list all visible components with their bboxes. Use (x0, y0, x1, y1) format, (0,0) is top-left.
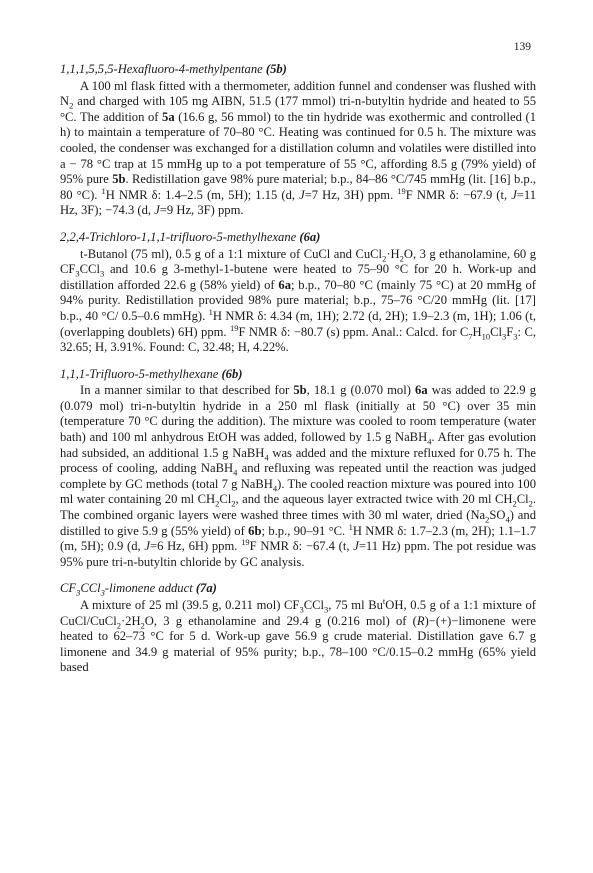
section-body: In a manner similar to that described for 5b, 18.1 g (0.070 mol) 6a was added to 22.9 g (0.079 mol) tri-n-butyltin hydride in a 250 ml flask (initially at 50 °C) over 35 min (temperature 70 °C during the addition). The mixture was cooled to room temperature (water bath) and 100 ml anhydrous EtOH was added, followed by 1.5 g NaBH$_4$. After gas evolution had subsided, an additional 1.5 g NaBH$_4$ was added and the mixture refluxed for 0.75 h. The process of cooling, adding NaBH$_4$ and refluxing was repeated until the reaction was judged complete by GC methods (total 7 g NaBH$_4$). The cooled reaction mixture was poured into 100 ml water containing 20 ml $CH_2Cl_2$, and the aqueous layer extracted twice with 20 ml $CH_2Cl_2$. The combined organic layers were washed three times with 30 ml water, dried $(Na_2SO_4)$ and distilled to give 5.9 g (55% yield) of 6b; b.p., 90–91 °C. $^1$H NMR δ: 1.7–2.3 (m, 2H); 1.1–1.7 (m, 5H); 0.9 (d, J=6 Hz, 6H) ppm. $^{19}$F NMR δ: −67.4 (t, J=11 Hz) ppm. The pot residue was 95% pure tri-n-butyltin chloride by GC analysis. (60, 383, 537, 569)
section-7a (60, 581, 536, 676)
title-text: $CF_3CCl_3$-limonene adduct (60, 581, 193, 598)
page-number: 139 (513, 41, 531, 53)
section-title (60, 367, 536, 383)
title-text: 1,1,1,5,5,5-Hexafluoro-4-methylpentane (60, 62, 263, 76)
title-text: 2,2,4-Trichloro-1,1,1-trifluoro-5-methylhexane (60, 229, 297, 244)
section-6b (60, 367, 536, 571)
section-title (60, 581, 536, 597)
title-text: 1,1,1-Trifluoro-5-methylhexane (60, 366, 219, 381)
section-body: A mixture of 25 ml (39.5 g, 0.211 mol) $CF_3CCl_3$, 75 ml Bu$^t$OH, 0.5 g of a 1:1 mixture of CuCl/$CuCl_2\cdot 2H_2O$, 3 g ethanolamine and 29.4 g (0.216 mol) of (R)−(+)−limonene were heated to 62–73 °C for 5 d. Work-up gave 56.9 g crude material. Distillation gave 6.7 g limonene and 34.9 g material of 95% purity; b.p., 78–100 °C/0.15–0.2 mmHg (65% yield based (60, 595, 536, 675)
compound-label: (6a) (299, 229, 321, 244)
section-6a (60, 230, 536, 356)
compound-label: (6b) (221, 366, 243, 381)
section-body: t-Butanol (75 ml), 0.5 g of a 1:1 mixture of CuCl and $CuCl_2\cdot H_2O$, 3 g ethanolamine, 60 g $CF_3CCl_3$ and 10.6 g 3-methyl-1-butene were heated to 75–90 °C for 20 h. Work-up and distillation afforded 22.6 g (58% yield) of 6a; b.p., 70–80 °C (mainly 75 °C) at 20 mmHg of 94% purity. Redistillation provided 98% pure material; b.p., 75–76 °C/20 mmHg (lit. [17] b.p., 40 °C/ 0.5–0.6 mmHg). $^1$H NMR δ: 4.34 (m, 1H); 2.72 (d, 2H); 1.9–2.3 (m, 1H); 1.06 (t, (overlapping doublets) 6H) ppm. $^{19}$F NMR δ: −80.7 (s) ppm. Anal.: Calcd. for $C_7H_{10}Cl_3F_3$: C, 32.65; H, 3.91%. Found: C, 32.48; H, 4.22%. (60, 246, 536, 355)
compound-label: (5b) (265, 62, 287, 76)
page-content (60, 62, 536, 687)
section-title (60, 62, 536, 78)
section-body: A 100 ml flask fitted with a thermometer, addition funnel and condenser was flushed with $N_2$ and charged with 105 mg AIBN, 51.5 (177 mmol) tri-n-butyltin hydride and heated to 55 °C. The addition of 5a (16.6 g, 56 mmol) to the tin hydride was exothermic and controlled (1 h) to maintain a temperature of 70–80 °C. Heating was continued for 0.5 h. The mixture was cooled, the condenser was exchanged for a distillation column and volatiles were distilled into a − 78 °C trap at 15 mmHg up to a pot temperature of 55 °C, affording 8.5 g (79% yield) of 95% pure 5b. Redistillation gave 98% pure material; b.p., 84–86 °C/745 mmHg (lit. [16] b.p., 80 °C). $^1$H NMR δ: 1.4–2.5 (m, 5H); 1.15 (d, J=7 Hz, 3H) ppm. $^{19}$F NMR δ: −67.9 (t, J=11 Hz, 3F); −74.3 (d, J=9 Hz, 3F) ppm. (60, 78, 537, 218)
section-title (60, 230, 536, 246)
compound-label: (7a) (195, 581, 217, 596)
section-5b (60, 62, 536, 219)
